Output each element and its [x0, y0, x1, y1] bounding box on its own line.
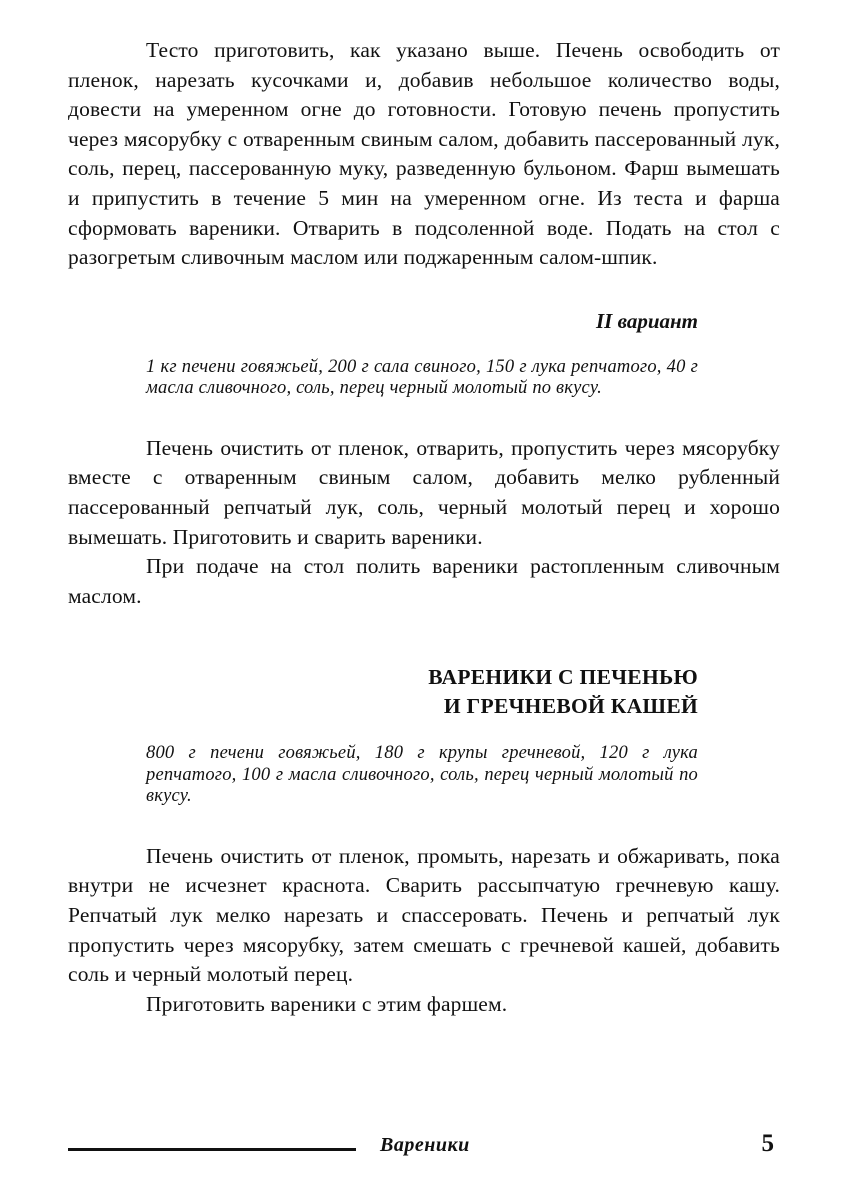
- page-footer: [68, 1132, 780, 1162]
- page-body: [68, 36, 780, 1019]
- variant-heading: II вариант: [595, 308, 698, 333]
- recipe-paragraph: Печень очистить от пленок, промыть, нарезать и обжаривать, пока внутри не исчезнет краснота. Сварить рассыпчатую гречневую кашу. Репчатый лук мелко нарезать и спассеровать. Печень и репчатый лук пропустить через мясорубку, затем смешать с гречневой кашей, добавить соль и черный молотый перец.: [68, 843, 780, 987]
- variant-paragraph: Печень очистить от пленок, отварить, пропустить через мясорубку вместе с отваренным свиным салом, добавить мелко рубленный пассерованный репчатый лук, соль, черный молотый перец и хорошо вымешать. Приготовить и сварить вареники.: [68, 435, 780, 549]
- variant-paragraph: При подаче на стол полить вареники растопленным сливочным маслом.: [68, 554, 780, 608]
- intro-paragraph: Тесто приготовить, как указано выше. Печень освободить от пленок, нарезать кусочками и, добавив небольшое количество воды, довести на умеренном огне до готовности. Готовую печень пропустить через мясорубку с отваренным свиным салом, добавить пассерованный лук, соль, перец, пассерованную муку, разведенную бульоном. Фарш вымешать и припустить в течение 5 мин на умеренном огне. Из теста и фарша сформовать вареники. Отварить в подсоленной воде. Подать на стол с разогретым сливочным маслом или поджаренным салом-шпик.: [68, 38, 780, 270]
- recipe-title: [68, 663, 698, 721]
- footer-rule: [68, 1148, 356, 1151]
- page-number: 5: [761, 1130, 774, 1157]
- footer-section-title: Вареники: [380, 1134, 470, 1156]
- recipe-paragraph: Приготовить вареники с этим фаршем.: [146, 991, 508, 1016]
- variant-ingredients: 1 кг печени говяжьей, 200 г сала свиного, 150 г лука репчатого, 40 г масла сливочного, соль, перец черный молотый по вкусу.: [146, 356, 698, 399]
- recipe-title-line: И ГРЕЧНЕВОЙ КАШЕЙ: [443, 694, 698, 719]
- recipe-title-line: ВАРЕНИКИ С ПЕЧЕНЬЮ: [428, 665, 698, 690]
- recipe-ingredients: 800 г печени говяжьей, 180 г крупы гречневой, 120 г лука репчатого, 100 г масла сливочного, соль, перец черный молотый по вкусу.: [146, 743, 698, 807]
